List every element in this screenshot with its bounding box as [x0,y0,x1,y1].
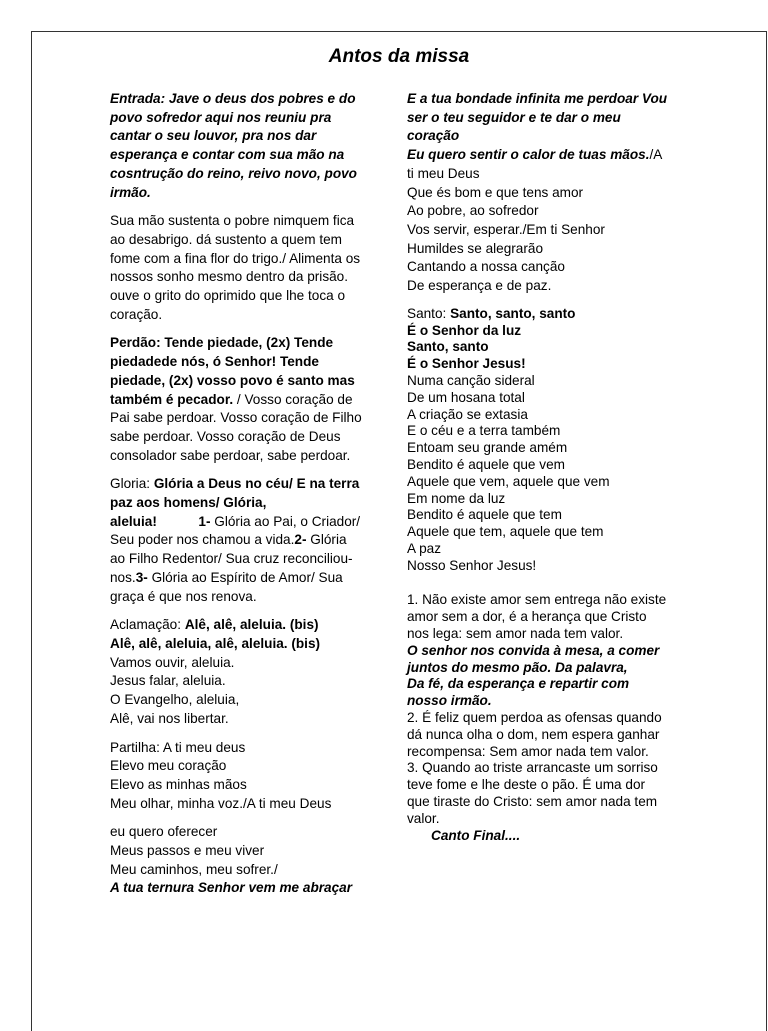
santo-refrain-line: É o Senhor Jesus! [407,356,526,372]
right-column [407,90,669,854]
gloria-verse-1: Glória ao Pai, o Criador/ Seu poder nos chamou a vida. [110,513,361,548]
partilha-line: Meu olhar, minha voz./A ti meu Deus [110,795,332,811]
santo-refrain: Santo, santo, santo [450,305,576,321]
santo-line: A criação se extasia [407,406,528,422]
partilha-line: Partilha: A ti meu deus [110,739,246,755]
sustenta-paragraph: Sua mão sustenta o pobre nimquem fica ao desabrigo. dá sustento a quem tem fome com a fina flor do trigo./ Alimenta os nossos sonho mesmo dentro da prisão. ouve o grito do oprimido que lhe toca o coração. [110,213,361,322]
canto-refrain-2: Da fé, da esperança e repartir com nosso irmão. [407,676,630,709]
gloria-label: Gloria: [110,476,154,492]
oferecer-line: Meu caminhos, meu sofrer./ [110,861,278,877]
santo-refrain-line: Santo, santo [407,339,489,355]
gloria-verse-1-number: 1- [198,513,211,529]
canto-verse-3: 3. Quando ao triste arrancaste um sorriso teve fome e lhe deste o pão. É uma dor que tiraste do Cristo: sem amor nada tem valor. [407,760,658,826]
bondade-section [407,90,669,296]
calor-continuation: /A ti meu Deus [407,147,662,181]
bondade-line: Cantando a nossa canção [407,259,565,275]
aclamacao-line: Vamos ouvir, aleluia. [110,654,235,670]
bondade-refrain: E a tua bondade infinita me perdoar Vou ser o teu seguidor e te dar o meu coração [407,91,668,144]
oferecer-section [110,823,363,898]
santo-line: Aquele que vem, aquele que vem [407,473,610,489]
canto-section [407,592,669,844]
canto-verse-1: 1. Não existe amor sem entrega não existe amor sem a dor, é a herança que Cristo nos lega: sem amor nada tem valor. [407,592,667,642]
santo-line: Nosso Senhor Jesus! [407,557,537,573]
gloria-verse-2-number: 2- [294,532,307,548]
aclamacao-refrain-2: Alê, alê, aleluia, alê, aleluia. (bis) [110,635,321,651]
perdao-refrain: Perdão: Tende piedade, (2x) Tende piedadede nós, ó Senhor! Tende piedade, (2x) vosso povo é santo mas também é pecador. [110,335,355,407]
gloria-verse-3: Glória ao Espírito de Amor/ Sua graça é que nos renova. [110,569,343,604]
gloria-section [110,475,363,606]
canto-final: Canto Final.... [431,827,521,843]
partilha-section [110,739,363,814]
bondade-line: Humildes se alegrarão [407,240,544,256]
oferecer-line: Meus passos e meu viver [110,843,265,859]
partilha-line: Elevo meu coração [110,758,227,774]
aclamacao-section [110,616,363,728]
aclamacao-line: O Evangelho, aleluia, [110,692,240,708]
document-page [31,31,767,1031]
santo-line: E o céu e a terra também [407,423,561,439]
aclamacao-label: Aclamação: [110,617,185,633]
santo-line: Bendito é aquele que tem [407,507,562,523]
santo-line: Numa canção sideral [407,372,535,388]
perdao-section [110,334,363,465]
santo-label: Santo: [407,305,451,321]
bondade-line: Que és bom e que tens amor [407,184,584,200]
ternura-line: A tua ternura Senhor vem me abraçar [110,880,353,896]
bondade-line: Ao pobre, ao sofredor [407,203,539,219]
gloria-refrain: Glória a Deus no céu/ E na terra paz aos homens/ Glória, aleluia! [110,476,360,529]
aclamacao-line: Jesus falar, aleluia. [110,673,226,689]
santo-line: Aquele que tem, aquele que tem [407,524,604,540]
calor-refrain: Eu quero sentir o calor de tuas mãos. [407,147,650,163]
aclamacao-refrain-1: Alê, alê, aleluia. (bis) [184,617,319,633]
page-title: Antos da missa [328,46,470,67]
partilha-line: Elevo as minhas mãos [110,776,247,792]
canto-refrain-1: O senhor nos convida à mesa, a comer juntos do mesmo pão. Da palavra, [407,642,660,675]
santo-section [407,306,669,575]
santo-line: A paz [407,540,442,556]
gloria-verse-2: Glória ao Filho Redentor/ Sua cruz reconciliou-nos. [110,532,353,585]
aclamacao-line: Alê, vai nos libertar. [110,710,229,726]
entrada-section: Entrada: Jave o deus dos pobres e do povo sofredor aqui nos reuniu pra cantar o seu louvor, pra nos dar esperança e contar com sua mão na cosntrução do reino, reivo novo, povo irmão. [110,91,357,200]
bondade-line: Vos servir, esperar./Em ti Senhor [407,221,605,237]
santo-line: Bendito é aquele que vem [407,456,565,472]
santo-line: Entoam seu grande amém [407,440,568,456]
gloria-verse-3-number: 3- [135,569,148,585]
left-column [110,90,363,908]
perdao-verses: / Vosso coração de Pai sabe perdoar. Vosso coração de Filho sabe perdoar. Vosso coração de Deus consolador sabe perdoar, sabe perdoar. [110,391,362,463]
santo-line: De um hosana total [407,389,525,405]
oferecer-line: eu quero oferecer [110,824,218,840]
santo-line: Em nome da luz [407,490,506,506]
bondade-line: De esperança e de paz. [407,278,552,294]
santo-refrain-line: É o Senhor da luz [407,322,522,338]
canto-verse-2: 2. É feliz quem perdoa as ofensas quando dá nunca olha o dom, nem espera ganhar recompensa: Sem amor nada tem valor. [407,710,662,759]
